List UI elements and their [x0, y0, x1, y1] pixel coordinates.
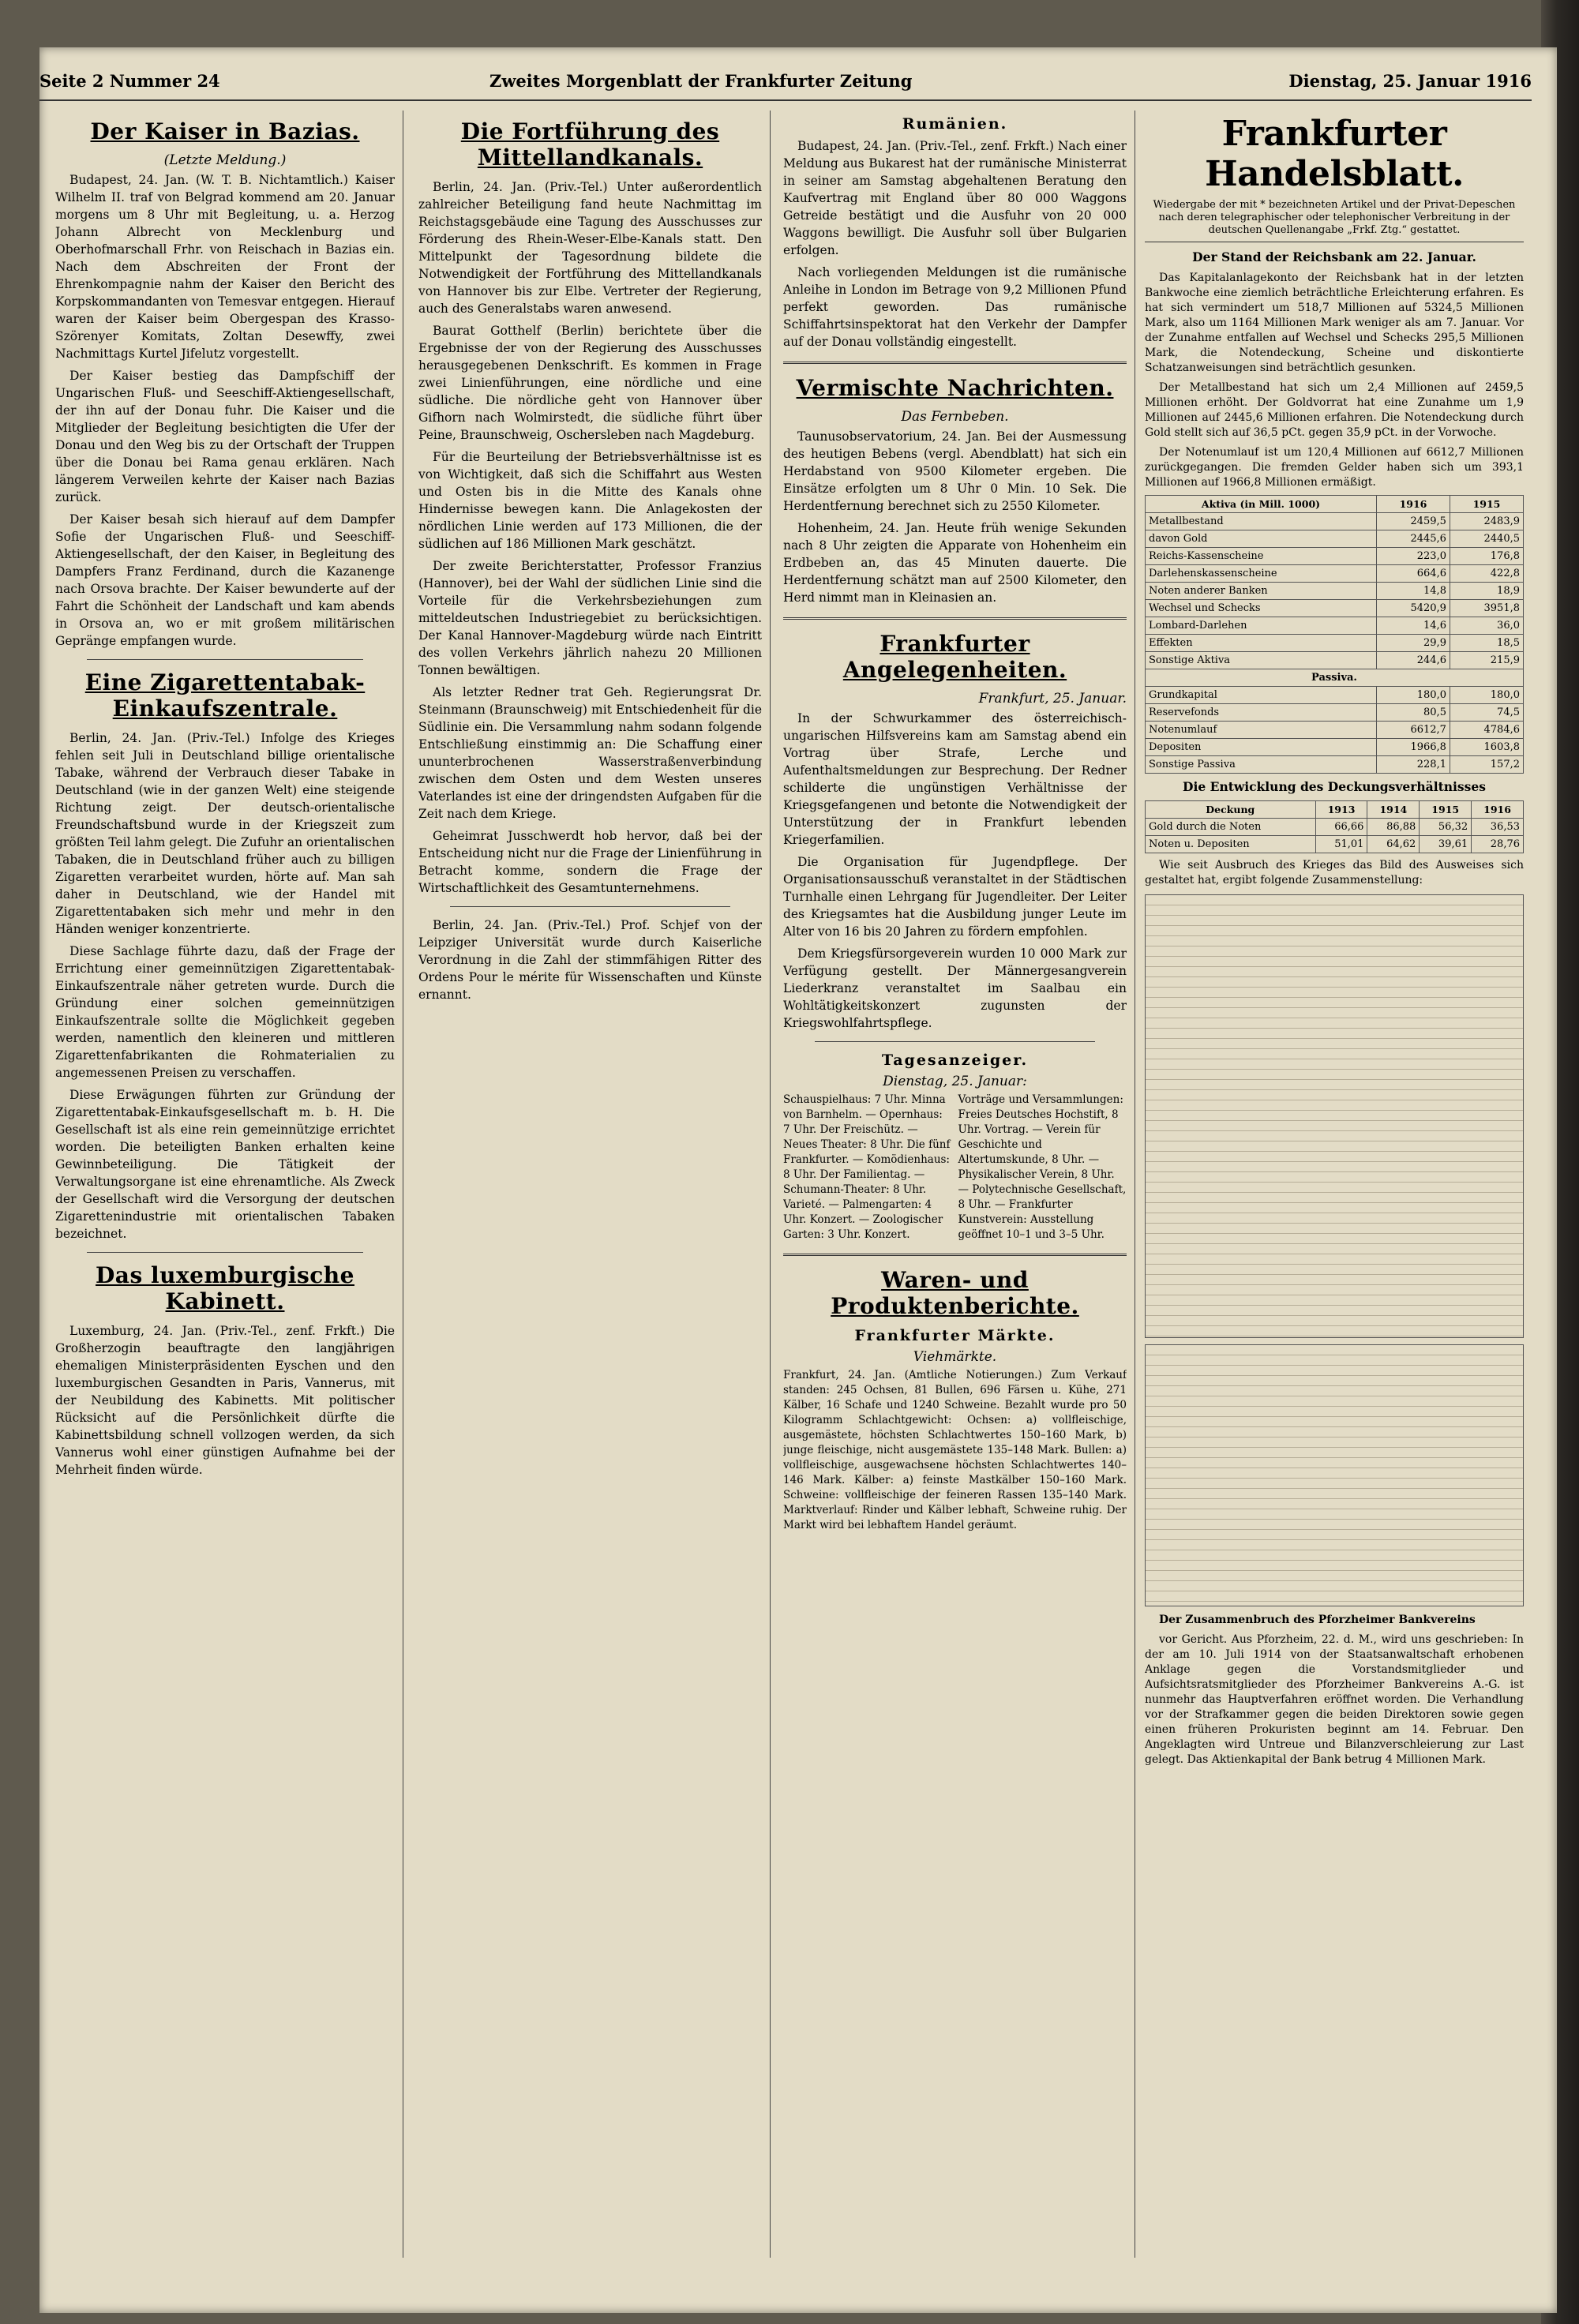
page-header: [39, 63, 1532, 101]
article-paragraph: Hohenheim, 24. Jan. Heute früh wenige Sekunden nach 8 Uhr zeigten die Apparate von Hohenheim ein Erdbeben an, das 45 Minuten dauerte. Die Herdentfernung schätzt man auf 2500 Kilometer, den Herd nimmt man in Kleinasien an.: [783, 521, 1127, 605]
table-cell-value: 5420,9: [1376, 600, 1450, 617]
article-paragraph: Budapest, 24. Jan. (Priv.-Tel., zenf. Frkft.) Nach einer Meldung aus Bukarest hat der rumänische Ministerrat in seiner am Samstag abgehaltenen Beratung den Kaufvertrag mit England über 80 000 Waggons Getreide bestätigt und die Ausfuhr von 20 000 Waggons bewilligt. Die Ausfuhr soll über Bulgarien erfolgen.: [783, 139, 1127, 257]
table-row-label: davon Gold: [1146, 530, 1377, 548]
article-subtitle: Das Fernbeben.: [901, 409, 1009, 425]
table-cell-value: 36,53: [1472, 819, 1524, 836]
table-cell-value: 39,61: [1420, 836, 1472, 853]
table-cell-value: 64,62: [1367, 836, 1420, 853]
table-row-label: Grundkapital: [1146, 687, 1377, 704]
table-row-label: Lombard-Darlehen: [1146, 617, 1377, 635]
section-separator: [783, 362, 1127, 364]
statistics-table-weekly: [1145, 894, 1524, 1338]
table-header: Aktiva (in Mill. 1000): [1146, 496, 1377, 513]
table-row-label: Wechsel und Schecks: [1146, 600, 1377, 617]
table-cell-value: 1966,8: [1376, 739, 1450, 756]
table-row-label: Reichs-Kassenscheine: [1146, 548, 1377, 565]
article-paragraph: Diese Erwägungen führten zur Gründung der Zigarettentabak-Einkaufsgesellschaft m. b. H. Die Gesellschaft ist als eine rein gemeinnützige errichtet worden. Die beteiligten Banken erhalten keine Gewinnbeteiligung. Die Tätigkeit der Verwaltungsorgane ist eine ehrenamtliche. Als Zweck der Gesellschaft wird die Versorgung der deutschen Zigarettenindustrie mit orientalischen Tabaken bezeichnet.: [55, 1088, 395, 1241]
section-separator: [783, 1254, 1127, 1256]
column-rule: [770, 111, 771, 2258]
aktiva-row: [1146, 583, 1524, 600]
table-cell-value: 2483,9: [1450, 513, 1523, 530]
table-header: 1913: [1315, 801, 1367, 819]
passiva-row: [1146, 704, 1524, 722]
article-title-luxemburg: Das luxemburgische Kabinett.: [96, 1262, 354, 1314]
article-title-mittellandkanal: Die Fortführung des Mittellandkanals.: [460, 118, 720, 171]
market-report: Frankfurt, 24. Jan. (Amtliche Notierungen.) Zum Verkauf standen: 245 Ochsen, 81 Bullen, 696 Färsen u. Kühe, 271 Kälber, 16 Schafe und 1240 Schweine. Bezahlt wurde pro 50 Kilogramm Schlachtgewicht: Ochsen: a) vollfleischige, ausgemästete, höchsten Schlachtwertes 150–160 Mark, b) junge fleischige, nicht ausgemästete 135–148 Mark. Bullen: a) vollfleischige, ausgewachsene höchsten Schlachtwertes 140–146 Mark. Kälber: a) feinste Mastkälber 150–160 Mark. Schweine: vollfleischige der feineren Rassen 135–140 Mark. Marktverlauf: Rinder und Kälber lebhaft, Schweine ruhig. Der Markt wird bei lebhaftem Handel geräumt.: [783, 1369, 1127, 1531]
article-dateline: Frankfurt, 25. Januar.: [978, 691, 1127, 707]
table-row-label: Metallbestand: [1146, 513, 1377, 530]
tagesanzeiger-columns: [783, 1093, 1127, 1243]
section-title-handelsblatt: Frankfurter Handelsblatt.: [1205, 114, 1464, 194]
section-title-frankfurt: Frankfurter Angelegenheiten.: [842, 631, 1067, 683]
article-paragraph: Diese Sachlage führte dazu, daß der Frage der Errichtung einer gemeinnützigen Zigarettentabak-Einkaufszentrale näher getreten wurde. Durch die Gründung einer solchen gemeinnützigen Einkaufszentrale sollte die Möglichkeit gegeben werden, namentlich den kleineren und mittleren Zigarettenfabrikanten die Rohmaterialien zu angemessenen Preisen zu verschaffen.: [55, 944, 395, 1080]
article-paragraph: Als letzter Redner trat Geh. Regierungsrat Dr. Steinmann (Braunschweig) mit Entschiedenheit für die Südlinie ein. Die Versammlung nahm sodann folgende Entschließung einstimmig an: Die Schaffung einer ununterbrochenen Wasserstraßenverbindung zwischen dem Osten und dem Westen unseres Vaterlandes ist eine der dringendsten Aufgaben für die Zeit nach dem Kriege.: [418, 685, 762, 821]
passiva-row: [1146, 687, 1524, 704]
table-cell-value: 2459,5: [1376, 513, 1450, 530]
article-subtitle: Viehmärkte.: [913, 1349, 997, 1365]
table-cell-value: 36,0: [1450, 617, 1523, 635]
article-paragraph: Taunusobservatorium, 24. Jan. Bei der Ausmessung des heutigen Bebens (vergl. Abendblatt) hat sich ein Herdabstand von 9500 Kilometer ergeben. Die Einsätze erfolgten um 8 Uhr 0 Min. 10 Sek. Die Herdentfernung berechnet sich zu 2550 Kilometer.: [783, 429, 1127, 513]
table-cell-value: 18,9: [1450, 583, 1523, 600]
article-paragraph: vor Gericht. Aus Pforzheim, 22. d. M., wird uns geschrieben: In der am 10. Juli 1914 von der Staatsanwaltschaft erhobenen Anklage gegen die Vorstandsmitglieder und Aufsichtsratsmitglieder des Pforzheimer Bankvereins A.-G. ist nunmehr das Hauptverfahren eröffnet worden. Die Verhandlung vor der Strafkammer gegen die beiden Direktoren sowie gegen einen früheren Prokuristen beginnt am 14. Februar. Den Angeklagten wird Untreue und Bilanzverschleierung zur Last gelegt. Das Aktienkapital der Bank betrug 4 Millionen Mark.: [1145, 1633, 1524, 1766]
table-cell-value: 51,01: [1315, 836, 1367, 853]
table-row-label: Noten u. Depositen: [1146, 836, 1316, 853]
aktiva-row: [1146, 617, 1524, 635]
table-cell-value: 56,32: [1420, 819, 1472, 836]
table-cell-value: 14,6: [1376, 617, 1450, 635]
table-cell-value: 3951,8: [1450, 600, 1523, 617]
article-dateline: Dienstag, 25. Januar:: [883, 1074, 1027, 1089]
table-row-label: Darlehenskassenscheine: [1146, 565, 1377, 583]
article-title-reichsbank: Der Stand der Reichsbank am 22. Januar.: [1192, 249, 1476, 264]
article-paragraph: Berlin, 24. Jan. (Priv.-Tel.) Prof. Schjef von der Leipziger Universität wurde durch Kaiserliche Verordnung in die Zahl der stimmfähigen Ritter des Ordens Pour le mérite für Wissenschaften und Künste ernannt.: [418, 918, 762, 1002]
article-title-maerkte: Frankfurter Märkte.: [854, 1327, 1056, 1344]
table-header: 1914: [1367, 801, 1420, 819]
table-header: 1915: [1420, 801, 1472, 819]
article-paragraph: Der zweite Berichterstatter, Professor Franzius (Hannover), bei der Wahl der südlichen Linie sind die Vorteile für die Verkehrsbeziehungen zum mitteldeutschen Industriegebiet zu berücksichtigen. Der Kanal Hannover-Magdeburg würde nach Eintritt des vollen Verkehrs jährlich nahezu 20 Millionen Tonnen bewältigen.: [418, 559, 762, 677]
tagesanzeiger-left: Schauspielhaus: 7 Uhr. Minna von Barnhelm. — Opernhaus: 7 Uhr. Der Freischütz. — Neues Theater: 8 Uhr. Die fünf Frankfurter. — Komödienhaus: 8 Uhr. Der Familientag. — Schumann-Theater: 8 Uhr. Varieté. — Palmengarten: 4 Uhr. Konzert. — Zoologischer Garten: 3 Uhr. Konzert.: [783, 1093, 951, 1241]
article-paragraph: Budapest, 24. Jan. (W. T. B. Nichtamtlich.) Kaiser Wilhelm II. traf von Belgrad kommend am 20. Januar morgens um 8 Uhr mit Begleitung, u. a. Herzog Johann Albrecht von Mecklenburg und Oberhofmarschall Frhr. von Reischach in Bazias ein. Nach dem Abschreiten der Front der Ehrenkompagnie nahm der Kaiser den Bericht des Korpskommandanten von Temesvar entgegen. Hierauf waren der Kaiser beim Obergespan des Krasso-Szörenyer Komitats, Zoltan Desewffy, zwei Nachmittags Kurtel Jifelutz vorgestellt.: [55, 173, 395, 361]
table-cell-value: 86,88: [1367, 819, 1420, 836]
header-date: Dienstag, 25. Januar 1916: [1288, 71, 1532, 91]
table-row-label: Noten anderer Banken: [1146, 583, 1377, 600]
table-cell-value: 4784,6: [1450, 722, 1523, 739]
article-paragraph: Berlin, 24. Jan. (Priv.-Tel.) Unter außerordentlich zahlreicher Beteiligung fand heute Nachmittag im Reichstagsgebäude eine Tagung des Ausschusses zur Förderung des Rhein-Weser-Elbe-Kanals statt. Den Mittelpunkt der Tagesordnung bildete die Notwendigkeit der Fortführung des Mittellandkanals von Hannover bis zur Elbe. Vertreter der Regierung, auch des Generalstabs waren anwesend.: [418, 180, 762, 316]
table-row-label: Notenumlauf: [1146, 722, 1377, 739]
table-cell-value: 664,6: [1376, 565, 1450, 583]
table-cell-value: 223,0: [1376, 548, 1450, 565]
section-separator: [783, 617, 1127, 620]
article-paragraph: Das Kapitalanlagekonto der Reichsbank hat in der letzten Bankwoche eine ziemlich beträchtliche Erleichterung erfahren. Es hat sich vermindert um 518,7 Millionen auf 5324,5 Millionen Mark, also um 1164 Millionen Mark weniger als am 7. Januar. Vor der Zunahme entfallen auf Wechsel und Schecks 295,5 Millionen Mark, die Notendeckung, Scheine und diskontierte Schatzanweisungen sind beträchtlich gesunken.: [1145, 272, 1524, 374]
article-paragraph: Der Notenumlauf ist um 120,4 Millionen auf 6612,7 Millionen zurückgegangen. Die fremden Gelder haben sich um 393,1 Millionen auf 1966,8 Millionen ermäßigt.: [1145, 446, 1524, 489]
section-title-vermischte: Vermischte Nachrichten.: [796, 375, 1114, 401]
table-cell-value: 74,5: [1450, 704, 1523, 722]
article-paragraph: Für die Beurteilung der Betriebsverhältnisse ist es von Wichtigkeit, daß sich die Schiffahrt aus Westen und Osten bis in die Mitte des Kanals ohne Hindernisse bewegen kann. Die Anlagekosten der nördlichen Linie werden auf 173 Millionen, die der südlichen auf 186 Millionen Mark geschätzt.: [418, 450, 762, 551]
article-paragraph: Der Metallbestand hat sich um 2,4 Millionen auf 2459,5 Millionen erhöht. Der Goldvorrat hat eine Zunahme um 1,9 Millionen auf 2445,6 Millionen erfahren. Die Notendeckung durch Gold stellt sich auf 36,5 pCt. gegen 35,9 pCt. in der Vorwoche.: [1145, 381, 1524, 439]
table-cell-value: 1603,8: [1450, 739, 1523, 756]
passiva-row: [1146, 756, 1524, 774]
table-header: 1916: [1472, 801, 1524, 819]
aktiva-row: [1146, 565, 1524, 583]
article-paragraph: Berlin, 24. Jan. (Priv.-Tel.) Infolge des Krieges fehlen seit Juli in Deutschland billige orientalische Tabake, während der Verbrauch dieser Tabake in Deutschland (wie in der ganzen Welt) eine steigende Richtung zeigt. Der deutsch-orientalische Freundschaftsbund wurde in der Kriegszeit zum größten Teil lahm gelegt. Die Zufuhr an orientalischen Tabaken, die in Deutschland früher auch zu billigen Zigaretten verarbeitet wurden, hörte auf. Man sah daher in Deutschland, wie der Handel mit Zigarettentabaken sich mehr und mehr in den Händen weniger konzentrierte.: [55, 731, 395, 936]
article-title-zigaretten: Eine Zigarettentabak-Einkaufszentrale.: [84, 669, 366, 722]
aktiva-row: [1146, 635, 1524, 652]
article-separator: [815, 1041, 1095, 1042]
table-cell-value: 2440,5: [1450, 530, 1523, 548]
table-header: 1916: [1376, 496, 1450, 513]
deckung-row: [1146, 836, 1524, 853]
aktiva-row: [1146, 652, 1524, 669]
table-cell-value: 29,9: [1376, 635, 1450, 652]
table-header: 1915: [1450, 496, 1523, 513]
article-title-kaiser: Der Kaiser in Bazias.: [90, 118, 360, 144]
table-row-label: Sonstige Aktiva: [1146, 652, 1377, 669]
table-cell-value: 176,8: [1450, 548, 1523, 565]
table-cell-value: 18,5: [1450, 635, 1523, 652]
header-edition: Zweites Morgenblatt der Frankfurter Zeitung: [489, 71, 913, 91]
table-row-label: Depositen: [1146, 739, 1377, 756]
article-paragraph: Nach vorliegenden Meldungen ist die rumänische Anleihe in London im Betrage von 9,2 Millionen Pfund perfekt geworden. Das rumänische Schiffahrtsinspektorat hat den Verkehr der Dampfer auf der Donau vollständig eingestellt.: [783, 265, 1127, 349]
section-title-waren: Waren- und Produktenberichte.: [831, 1267, 1079, 1319]
deckung-table: [1145, 800, 1524, 853]
article-separator: [450, 906, 730, 907]
column-2: [418, 111, 762, 1008]
table-cell-value: 180,0: [1450, 687, 1523, 704]
reichsbank-balance-table: [1145, 495, 1524, 774]
table-cell-value: 244,6: [1376, 652, 1450, 669]
article-separator: [87, 1252, 363, 1253]
table-row-label: Sonstige Passiva: [1146, 756, 1377, 774]
article-paragraph: Die Organisation für Jugendpflege. Der Organisationsausschuß veranstaltet in der Städtischen Turnhalle einen Lehrgang für Jugendleiter. Der Leiter des Kriegsamtes hat die Ausbildung junger Leute im Alter von 16 bis 20 Jahren zu fördern empfohlen.: [783, 855, 1127, 939]
table-row-label: Reservefonds: [1146, 704, 1377, 722]
article-paragraph: Wie seit Ausbruch des Krieges das Bild des Ausweises sich gestaltet hat, ergibt folgende Zusammenstellung:: [1145, 859, 1524, 886]
column-3: [783, 111, 1127, 1533]
table-row-label: Gold durch die Noten: [1146, 819, 1316, 836]
table-cell-value: 80,5: [1376, 704, 1450, 722]
table-cell-value: 14,8: [1376, 583, 1450, 600]
column-4: [1145, 111, 1524, 1772]
article-paragraph: Der Kaiser bestieg das Dampfschiff der Ungarischen Fluß- und Seeschiff-Aktiengesellschaft, der ihn auf der Donau fuhr. Die Kaiser und die Mitglieder der Begleitung besichtigten die Ufer der Donau und den Weg bis zu der Ortschaft der Truppen über die Donau bei Rama genau erklären. Nach längerem Verweilen kehrte der Kaiser nach Bazias zurück.: [55, 369, 395, 504]
table-cell-value: 6612,7: [1376, 722, 1450, 739]
article-paragraph: In der Schwurkammer des österreichisch-ungarischen Hilfsvereins kam am Samstag abend ein Vortrag über Strafe, Lerche und Aufenthaltsmeldungen zur Besprechung. Der Redner schilderte die ungünstigen Verhältnisse der Kriegsgefangenen und betonte die Notwendigkeit der Unterstützung der in Frankfurt lebenden Kriegerfamilien.: [783, 711, 1127, 847]
article-paragraph: Baurat Gotthelf (Berlin) berichtete über die Ergebnisse der von der Regierung des Ausschusses herausgegebenen Denkschrift. Es kommen in Frage zwei Linienführungen, eine nördliche und eine südliche. Die nördliche geht von Hannover über Gifhorn nach Wolmirstedt, die südliche führt über Peine, Braunschweig, Oschersleben nach Magdeburg.: [418, 324, 762, 442]
article-title-deckung: Die Entwicklung des Deckungsverhältnisses: [1183, 779, 1486, 794]
article-paragraph: Geheimrat Jusschwerdt hob hervor, daß bei der Entscheidung nicht nur die Frage der Linienführung in Betracht komme, sondern die Frage der Wirtschaftlichkeit des Gesamtunternehmens.: [418, 829, 762, 895]
article-paragraph: Dem Kriegsfürsorgeverein wurden 10 000 Mark zur Verfügung gestellt. Der Männergesangverein Liederkranz veranstaltet im Saalbau ein Wohltätigkeitskonzert zugunsten der Kriegswohlfahrtspflege.: [783, 946, 1127, 1030]
article-separator: [87, 659, 363, 660]
table-cell-value: 180,0: [1376, 687, 1450, 704]
table-cell-value: 157,2: [1450, 756, 1523, 774]
statistics-table-notes: [1145, 1344, 1524, 1606]
table-header: Deckung: [1146, 801, 1316, 819]
tagesanzeiger-right: Vorträge und Versammlungen: Freies Deutsches Hochstift, 8 Uhr. Vortrag. — Verein für Geschichte und Altertumskunde, 8 Uhr. — Physikalischer Verein, 8 Uhr. — Polytechnische Gesellschaft, 8 Uhr. — Frankfurter Kunstverein: Ausstellung geöffnet 10–1 und 3–5 Uhr.: [958, 1093, 1127, 1241]
article-paragraph: Der Kaiser besah sich hierauf auf dem Dampfer Sofie der Ungarischen Fluß- und Seeschiff-Aktiengesellschaft, der den Kaiser, in Begleitung des Dampfers Franz Ferdinand, durch die Kazanenge nach Orsova brachte. Der Kaiser bewunderte auf der Fahrt die Schönheit der Landschaft und kam abends in Orsova an, wo er mit großem militärischen Gepränge empfangen wurde.: [55, 512, 395, 648]
passiva-row: [1146, 722, 1524, 739]
table-cell-value: 66,66: [1315, 819, 1367, 836]
table-cell-value: 215,9: [1450, 652, 1523, 669]
table-row-label: Effekten: [1146, 635, 1377, 652]
article-title-rumaenien: Rumänien.: [902, 115, 1008, 133]
article-paragraph: Luxemburg, 24. Jan. (Priv.-Tel., zenf. Frkft.) Die Großherzogin beauftragte den langjährigen ehemaligen Ministerpräsidenten Eyschen und den luxemburgischen Gesandten in Paris, Vannerus, mit der Neubildung des Kabinetts. Mit politischer Rücksicht auf die Persönlichkeit dürfte die Kabinettsbildung schnell vollzogen werden, da sich Vannerus wohl einer günstigen Aufnahme bei der Mehrheit finden würde.: [55, 1324, 395, 1477]
aktiva-row: [1146, 513, 1524, 530]
article-title-pforzheim: Der Zusammenbruch des Pforzheimer Bankvereins: [1159, 1614, 1476, 1626]
deckung-row: [1146, 819, 1524, 836]
table-section-label: Passiva.: [1146, 669, 1524, 687]
passiva-row: [1146, 739, 1524, 756]
table-cell-value: 2445,6: [1376, 530, 1450, 548]
aktiva-row: [1146, 530, 1524, 548]
table-cell-value: 422,8: [1450, 565, 1523, 583]
handelsblatt-notice: Wiedergabe der mit * bezeichneten Artikel und der Privat-Depeschen nach deren telegraphischer oder telephonischer Verbreitung in der deutschen Quellenangabe „Frkf. Ztg.“ gestattet.: [1145, 199, 1524, 242]
column-1: [55, 111, 395, 1483]
aktiva-row: [1146, 548, 1524, 565]
section-title-tagesanzeiger: Tagesanzeiger.: [881, 1051, 1029, 1069]
article-subtitle: (Letzte Meldung.): [163, 152, 287, 168]
aktiva-row: [1146, 600, 1524, 617]
table-cell-value: 228,1: [1376, 756, 1450, 774]
header-page-number: Seite 2 Nummer 24: [39, 71, 220, 91]
table-cell-value: 28,76: [1472, 836, 1524, 853]
